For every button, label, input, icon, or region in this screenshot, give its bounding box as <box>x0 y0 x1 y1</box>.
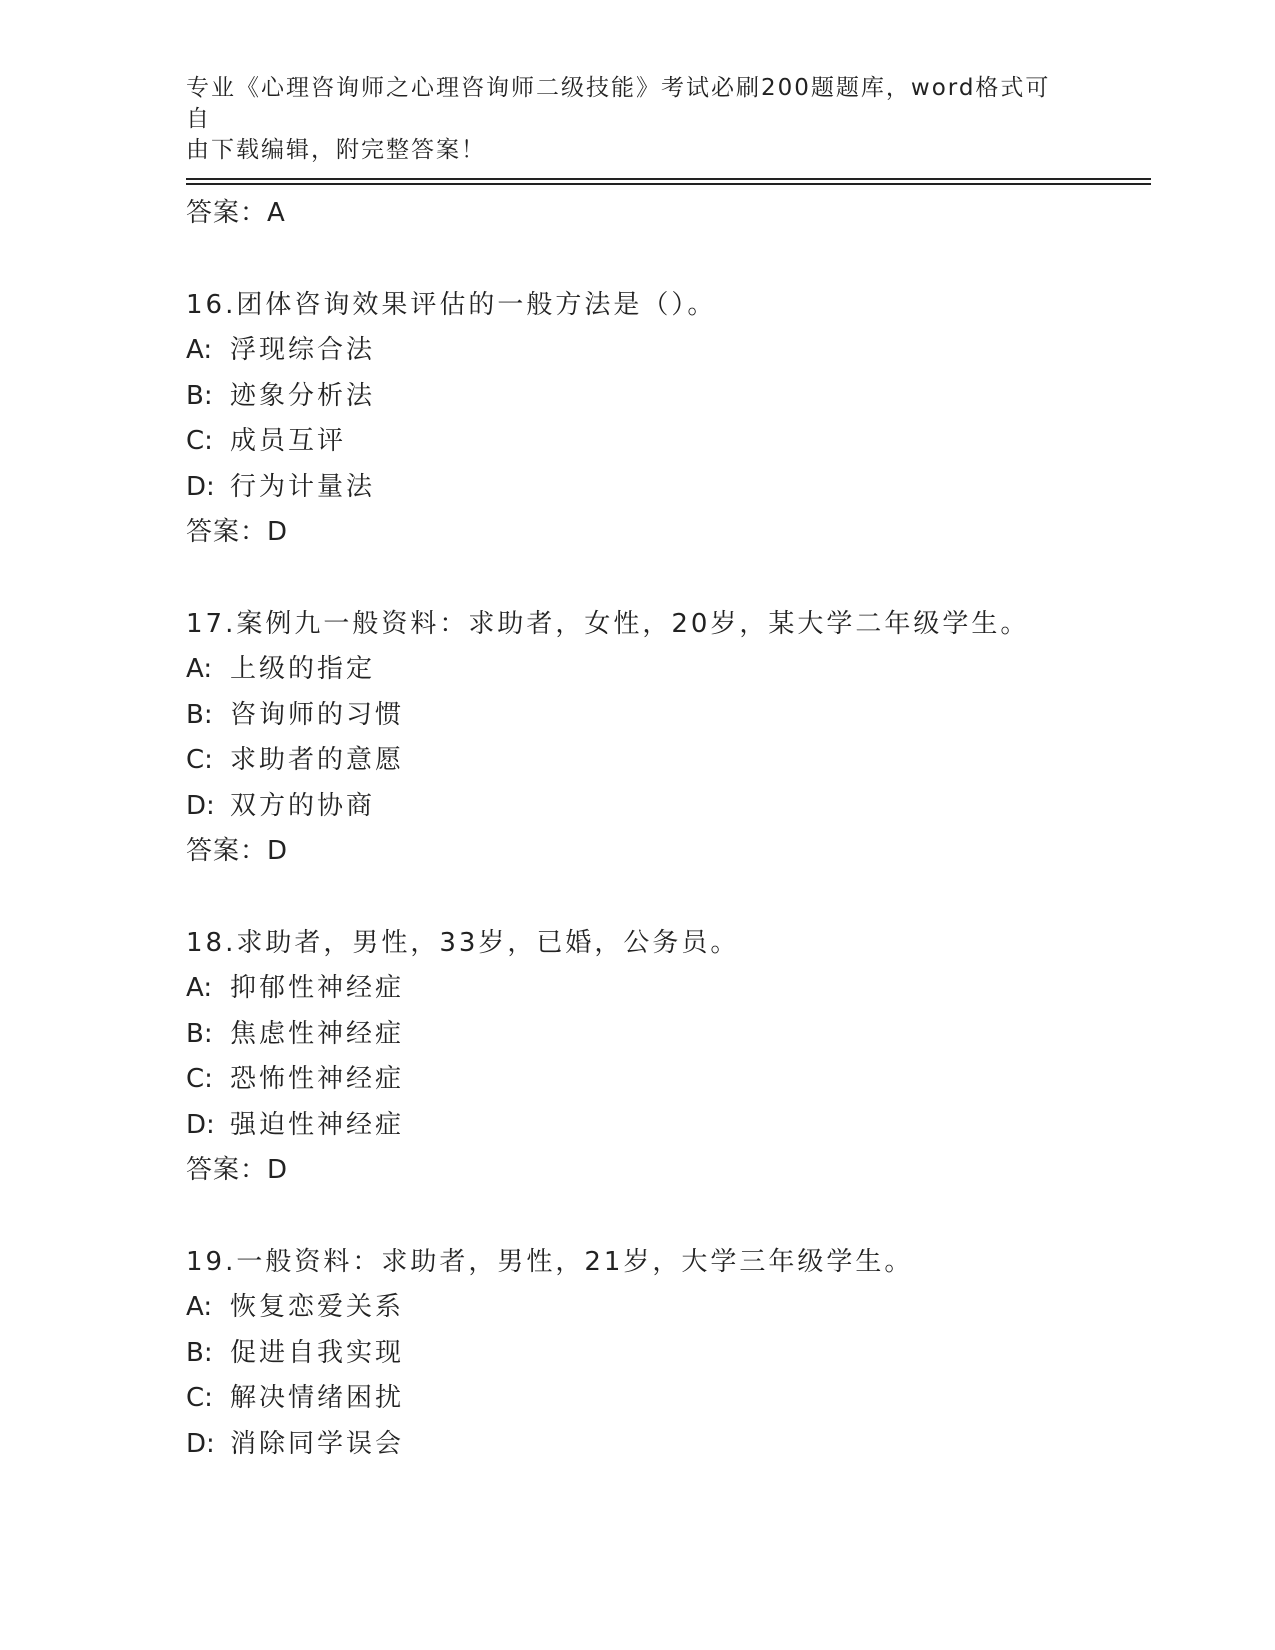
question-list <box>186 191 1146 1467</box>
option-text: 求助者的意愿 <box>230 745 405 775</box>
option-letter: A: <box>186 654 213 684</box>
question-stem: 19.一般资料：求助者，男性，21岁，大学三年级学生。 <box>186 1246 914 1277</box>
option-letter: B: <box>186 380 213 411</box>
option-text: 促进自我实现 <box>230 1337 405 1368</box>
option-b <box>186 693 1146 739</box>
answer: 答案：D <box>186 836 289 866</box>
question-18 <box>186 921 1146 1194</box>
option-letter: C: <box>186 1064 213 1094</box>
option-letter: A: <box>186 973 213 1003</box>
spacer <box>186 1194 1146 1240</box>
option-letter: C: <box>186 426 213 456</box>
header-rule-bottom <box>186 183 1151 185</box>
question-19 <box>186 1240 1146 1468</box>
answer: 答案：D <box>186 1155 289 1185</box>
question-stem: 17.案例九一般资料：求助者，女性，20岁，某大学二年级学生。 <box>186 608 1030 639</box>
option-letter: B: <box>186 1337 213 1368</box>
question-stem: 18.求助者，男性，33岁，已婚，公务员。 <box>186 927 740 958</box>
option-c <box>186 419 1146 465</box>
option-letter: A: <box>186 335 213 365</box>
option-text: 恐怖性神经症 <box>230 1064 405 1094</box>
option-b <box>186 1012 1146 1058</box>
option-b <box>186 374 1146 420</box>
option-letter: A: <box>186 1292 213 1322</box>
prev-answer: 答案：A <box>186 198 286 228</box>
option-a <box>186 1285 1146 1331</box>
option-a <box>186 966 1146 1012</box>
option-d <box>186 1422 1146 1468</box>
option-text: 迹象分析法 <box>230 380 376 411</box>
option-d <box>186 465 1146 511</box>
option-text: 抑郁性神经症 <box>230 973 405 1003</box>
option-text: 行为计量法 <box>230 471 376 502</box>
option-letter: D: <box>186 1428 215 1459</box>
option-c <box>186 1376 1146 1422</box>
spacer <box>186 556 1146 602</box>
answer: 答案：D <box>186 517 289 547</box>
question-17 <box>186 602 1146 875</box>
option-a <box>186 647 1146 693</box>
option-text: 焦虑性神经症 <box>230 1018 405 1049</box>
option-letter: B: <box>186 699 213 730</box>
option-text: 咨询师的习惯 <box>230 699 405 730</box>
question-stem: 16.团体咨询效果评估的一般方法是（）。 <box>186 289 717 320</box>
option-letter: C: <box>186 745 213 775</box>
header-line-2: 由下载编辑，附完整答案！ <box>186 137 486 163</box>
option-d <box>186 1103 1146 1149</box>
option-letter: D: <box>186 1109 215 1140</box>
spacer <box>186 237 1146 283</box>
option-c <box>186 738 1146 784</box>
option-a <box>186 328 1146 374</box>
option-letter: C: <box>186 1383 213 1413</box>
option-text: 双方的协商 <box>230 790 376 821</box>
header-rule-top <box>186 178 1151 180</box>
option-letter: D: <box>186 790 215 821</box>
option-letter: B: <box>186 1018 213 1049</box>
option-c <box>186 1057 1146 1103</box>
option-text: 浮现综合法 <box>230 335 376 365</box>
question-16 <box>186 283 1146 556</box>
option-d <box>186 784 1146 830</box>
option-text: 成员互评 <box>230 426 347 456</box>
spacer <box>186 875 1146 921</box>
option-text: 解决情绪困扰 <box>230 1383 405 1413</box>
document-header <box>186 73 1066 166</box>
option-text: 消除同学误会 <box>230 1428 405 1459</box>
header-line-1: 专业《心理咨询师之心理咨询师二级技能》考试必刷200题题库，word格式可自 <box>186 75 1051 132</box>
option-text: 上级的指定 <box>230 654 376 684</box>
option-letter: D: <box>186 471 215 502</box>
option-b <box>186 1331 1146 1377</box>
option-text: 强迫性神经症 <box>230 1109 405 1140</box>
option-text: 恢复恋爱关系 <box>230 1292 405 1322</box>
